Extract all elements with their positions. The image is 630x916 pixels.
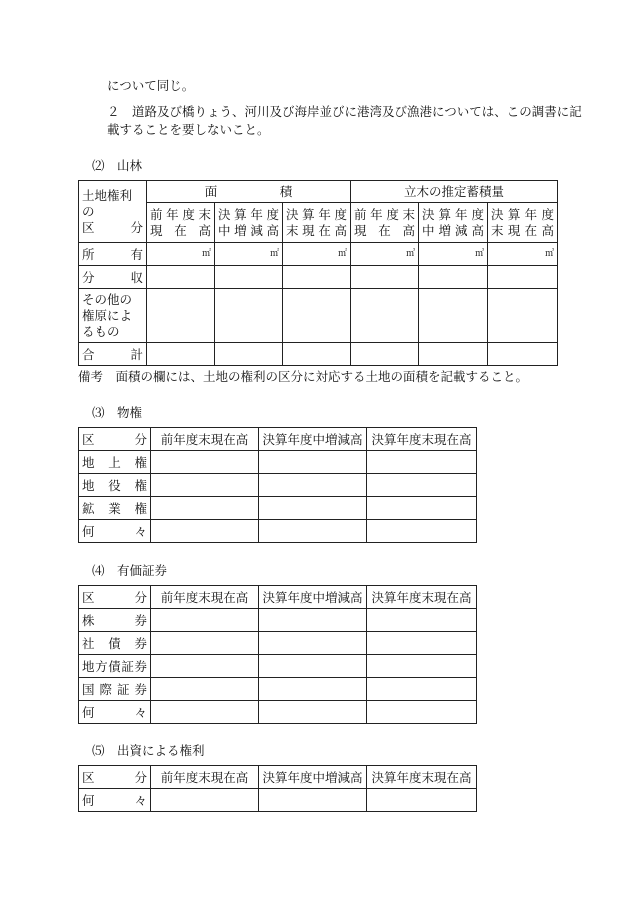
table-cell (215, 343, 283, 366)
row-label: 地 役 権 (79, 474, 151, 497)
table-cell (151, 520, 259, 543)
forest-row-label: 合 計 (79, 343, 147, 366)
intro-line-1: について同じ。 (107, 78, 195, 93)
table-cell (367, 609, 477, 632)
table-cell (367, 789, 477, 812)
table-cell (259, 789, 367, 812)
table-cell (151, 451, 259, 474)
row-label: 鉱 業 権 (79, 497, 151, 520)
unit-m2: ㎡ (283, 243, 351, 266)
forest-timber-prev-header: 前年度末 現 在 高 (351, 203, 419, 243)
table-cell (419, 289, 488, 343)
investment-section-title: ⑸ 出資による権利 (92, 743, 205, 758)
unit-m2: ㎡ (147, 243, 215, 266)
forest-area-change-header: 決算年度 中増減高 (215, 203, 283, 243)
table-cell (488, 266, 558, 289)
forest-timber-end-header: 決算年度 末現在高 (488, 203, 558, 243)
table-cell (259, 497, 367, 520)
row-label: 地方債証券 (79, 655, 151, 678)
row-label: 何 々 (79, 520, 151, 543)
header-prev: 前年度末現在高 (151, 586, 259, 609)
table-cell (419, 343, 488, 366)
forest-section-title: ⑵ 山林 (92, 158, 143, 173)
header-end: 決算年度末現在高 (367, 586, 477, 609)
investment-rights-table (78, 765, 477, 812)
table-cell (367, 632, 477, 655)
forest-area-end-header: 決算年度 末現在高 (283, 203, 351, 243)
table-cell (259, 520, 367, 543)
table-cell (419, 266, 488, 289)
table-cell (367, 474, 477, 497)
table-cell (351, 266, 419, 289)
row-label: 地 上 権 (79, 451, 151, 474)
unit-m3: ㎥ (351, 243, 419, 266)
forest-table (78, 180, 558, 366)
table-cell (283, 266, 351, 289)
table-cell (367, 497, 477, 520)
intro-line-2: ２ 道路及び橋りょう、河川及び海岸並びに港湾及び漁港については、この調書に記 (107, 104, 582, 119)
header-prev: 前年度末現在高 (151, 766, 259, 789)
table-cell (283, 343, 351, 366)
table-cell (259, 474, 367, 497)
forest-note: 備考 面積の欄には、土地の権利の区分に対応する土地の面積を記載すること。 (78, 369, 529, 384)
forest-row-label: 分 収 (79, 266, 147, 289)
forest-row-label: その他の権原によるもの (79, 289, 147, 343)
header-end: 決算年度末現在高 (367, 766, 477, 789)
table-cell (215, 266, 283, 289)
table-cell (283, 289, 351, 343)
securities-section-title: ⑷ 有価証券 (92, 563, 168, 578)
table-cell (367, 701, 477, 724)
table-cell (147, 343, 215, 366)
row-label: 何 々 (79, 701, 151, 724)
header-kind: 区 分 (79, 586, 151, 609)
forest-kind-header: 土地権利の 区 分 (79, 181, 147, 243)
header-prev: 前年度末現在高 (151, 428, 259, 451)
header-end: 決算年度末現在高 (367, 428, 477, 451)
header-kind: 区 分 (79, 428, 151, 451)
property-section-title: ⑶ 物権 (92, 405, 143, 420)
forest-timber-header: 立木の推定蓄積量 (351, 181, 558, 203)
unit-m3: ㎥ (419, 243, 488, 266)
table-cell (259, 632, 367, 655)
table-cell (147, 266, 215, 289)
table-cell (259, 655, 367, 678)
securities-table (78, 585, 477, 724)
forest-area-prev-header: 前年度末 現 在 高 (147, 203, 215, 243)
table-cell (259, 609, 367, 632)
unit-m2: ㎡ (215, 243, 283, 266)
table-cell (151, 678, 259, 701)
row-label: 何 々 (79, 789, 151, 812)
header-kind: 区 分 (79, 766, 151, 789)
table-cell (151, 609, 259, 632)
row-label: 株 券 (79, 609, 151, 632)
row-label: 国際証券 (79, 678, 151, 701)
table-cell (259, 701, 367, 724)
table-cell (151, 655, 259, 678)
forest-timber-change-header: 決算年度 中増減高 (419, 203, 488, 243)
table-cell (151, 632, 259, 655)
table-cell (151, 497, 259, 520)
table-cell (351, 343, 419, 366)
table-cell (351, 289, 419, 343)
table-cell (367, 451, 477, 474)
forest-row-label: 所 有 (79, 243, 147, 266)
table-cell (259, 678, 367, 701)
row-label: 社 債 券 (79, 632, 151, 655)
table-cell (367, 520, 477, 543)
forest-area-header: 面 積 (147, 181, 351, 203)
table-cell (259, 451, 367, 474)
header-change: 決算年度中増減高 (259, 766, 367, 789)
table-cell (367, 655, 477, 678)
table-cell (147, 289, 215, 343)
table-cell (215, 289, 283, 343)
table-cell (488, 289, 558, 343)
unit-m3: ㎥ (488, 243, 558, 266)
header-change: 決算年度中増減高 (259, 428, 367, 451)
header-change: 決算年度中増減高 (259, 586, 367, 609)
table-cell (151, 789, 259, 812)
intro-line-3: 載することを要しないこと。 (107, 122, 270, 137)
table-cell (488, 343, 558, 366)
table-cell (151, 701, 259, 724)
property-rights-table (78, 427, 477, 543)
table-cell (151, 474, 259, 497)
table-cell (367, 678, 477, 701)
